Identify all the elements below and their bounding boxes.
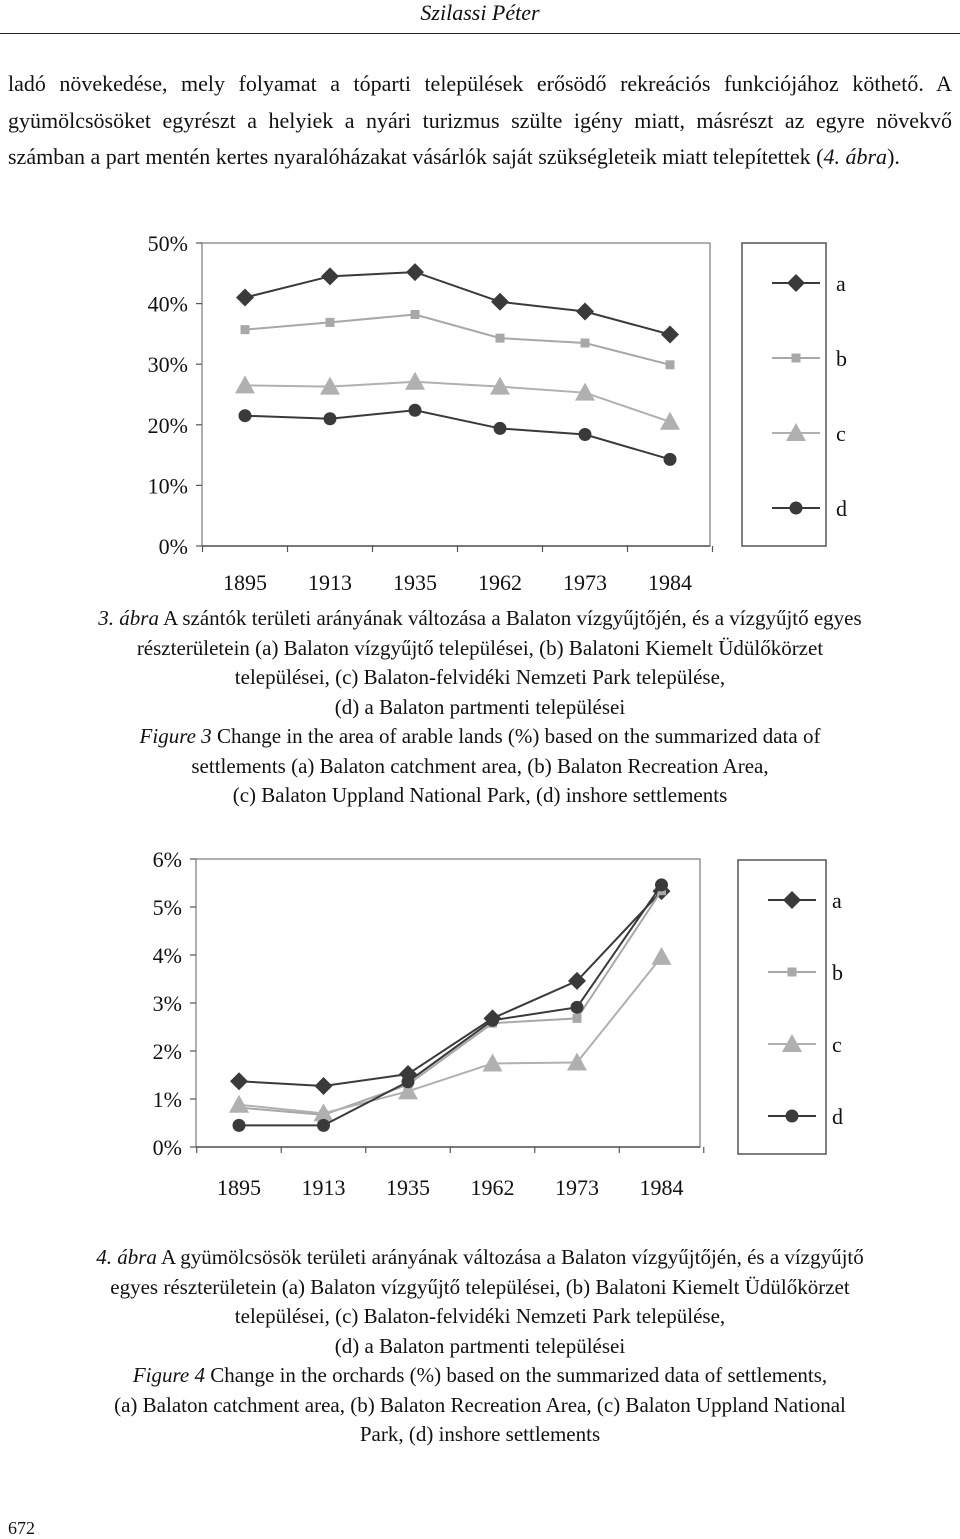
fig4-series-d-point <box>655 878 668 891</box>
figure-3-label: 3. ábra <box>98 606 159 630</box>
fig4-legend-label-b: b <box>832 960 843 985</box>
fig4-legend-marker-b <box>788 968 797 977</box>
fig3-x-tick-label: 1913 <box>308 570 352 595</box>
figure-4-caption <box>0 1243 960 1450</box>
figure-4-caption-hu-3: települései, (c) Balaton-felvidéki Nemzeti Park települése, <box>234 1304 726 1328</box>
figure-3-caption-hu-2: részterületein (a) Balaton vízgyűjtő települései, (b) Balatoni Kiemelt Üdülőkörzet <box>136 635 824 660</box>
figure-3-caption-hu-1: A szántók területi arányának változása a Balaton vízgyűjtőjén, és a vízgyűjtő egyes <box>158 606 862 630</box>
figure-4-caption-en-1: Change in the orchards (%) based on the summarized data of settlements, <box>204 1363 828 1387</box>
figure-3-caption-hu-3: települései, (c) Balaton-felvidéki Nemzeti Park települése, <box>234 665 726 689</box>
fig4-x-tick-label: 1895 <box>217 1175 261 1200</box>
fig4-series-d-point <box>571 1001 584 1014</box>
fig4-series-a-line <box>239 891 662 1086</box>
fig3-y-tick-label: 10% <box>147 473 188 499</box>
fig4-legend-marker-d <box>786 1110 799 1123</box>
fig4-series-d-point <box>317 1119 330 1132</box>
figure-4-label-en: Figure 4 <box>132 1363 205 1387</box>
page-number: 672 <box>8 1518 35 1538</box>
fig3-y-tick-label: 40% <box>147 291 188 317</box>
figure-4-caption-en-3: Park, (d) inshore settlements <box>359 1422 601 1446</box>
fig4-y-tick-label: 6% <box>152 847 182 872</box>
figure-3-label-en: Figure 3 <box>139 724 212 748</box>
fig4-series-b-line <box>239 891 662 1115</box>
fig4-series-c-point <box>652 947 672 965</box>
figure-3-caption-en-1: Change in the area of arable lands (%) based on the summarized data of <box>211 724 821 748</box>
fig3-x-tick-label: 1973 <box>563 570 607 595</box>
fig4-legend-label-a: a <box>832 888 842 913</box>
fig4-series-c-line <box>239 957 662 1113</box>
fig3-x-tick-label: 1962 <box>478 570 522 595</box>
fig4-series-d-point <box>402 1075 415 1088</box>
fig4-legend-label-c: c <box>832 1032 842 1057</box>
fig4-series-d-point <box>233 1119 246 1132</box>
fig3-legend-label-b: b <box>836 346 847 371</box>
fig4-y-tick-label: 1% <box>152 1087 182 1112</box>
figure-4-label: 4. ábra <box>96 1245 157 1269</box>
fig4-y-tick-label: 5% <box>152 895 182 920</box>
fig3-y-tick-label: 30% <box>147 352 188 378</box>
fig4-series-a-point <box>230 1072 248 1090</box>
fig4-series-d-line <box>239 885 662 1125</box>
figure-3-caption-hu-4: (d) a Balaton partmenti települései <box>334 694 626 719</box>
figure-4-caption-hu-4: (d) a Balaton partmenti települései <box>334 1333 626 1358</box>
fig3-x-tick-label: 1895 <box>223 570 267 595</box>
fig4-series-a-point <box>315 1077 333 1095</box>
fig4-legend-label-d: d <box>832 1104 843 1129</box>
fig4-x-tick-label: 1913 <box>301 1175 346 1200</box>
figure-3-caption-en-3: (c) Balaton Uppland National Park, (d) inshore settlements <box>232 783 728 807</box>
fig3-x-tick-label: 1935 <box>393 570 437 595</box>
fig4-series-d-point <box>486 1014 499 1027</box>
fig4-legend-box <box>738 860 826 1154</box>
fig4-y-tick-label: 4% <box>152 943 182 968</box>
fig3-y-tick-label: 50% <box>147 231 188 256</box>
fig4-series-c-point <box>229 1095 249 1113</box>
figure-4-caption-hu-1: A gyümölcsösök területi arányának változása a Balaton vízgyűjtőjén, és a vízgyűjtő <box>156 1245 864 1269</box>
fig3-y-tick-label: 20% <box>147 412 188 438</box>
fig4-x-tick-label: 1973 <box>555 1175 599 1200</box>
fig3-x-tick-label: 1984 <box>648 570 692 595</box>
running-header-author: Szilassi Péter <box>420 0 540 25</box>
fig3-y-tick-label: 0% <box>158 534 188 559</box>
fig4-y-tick-label: 2% <box>152 1039 182 1064</box>
figure-4-caption-en-2: (a) Balaton catchment area, (b) Balaton Recreation Area, (c) Balaton Uppland National <box>114 1392 846 1417</box>
fig4-y-tick-label: 0% <box>152 1135 182 1160</box>
fig3-legend-label-a: a <box>836 271 846 296</box>
fig4-x-tick-label: 1935 <box>386 1175 430 1200</box>
fig4-series-b-point <box>573 1014 582 1023</box>
body-text-end: ). <box>887 144 900 169</box>
fig4-x-tick-label: 1984 <box>639 1175 684 1200</box>
figure-3-caption-en-2: settlements (a) Balaton catchment area, (b) Balaton Recreation Area, <box>191 753 769 778</box>
fig3-legend-label-c: c <box>836 421 846 446</box>
figure-reference: 4. ábra <box>823 144 888 169</box>
fig3-legend-label-d: d <box>836 496 847 521</box>
fig4-x-tick-label: 1962 <box>470 1175 515 1200</box>
fig4-y-tick-label: 3% <box>152 991 182 1016</box>
body-text: ladó növekedése, mely folyamat a tóparti települések erősödő rekreációs funkciójához köthető. A gyümölcsösöket egyrészt a helyiek a nyári turizmus szülte igény miatt, másrészt az egyre növekvő számban a part mentén kertes nyaralóházakat vásárlók saját szükségleteik miatt telepítettek ( <box>8 71 952 169</box>
figure-4-caption-hu-2: egyes részterületein (a) Balaton vízgyűjtő települései, (b) Balatoni Kiemelt Üdülőkörzet <box>110 1274 850 1299</box>
